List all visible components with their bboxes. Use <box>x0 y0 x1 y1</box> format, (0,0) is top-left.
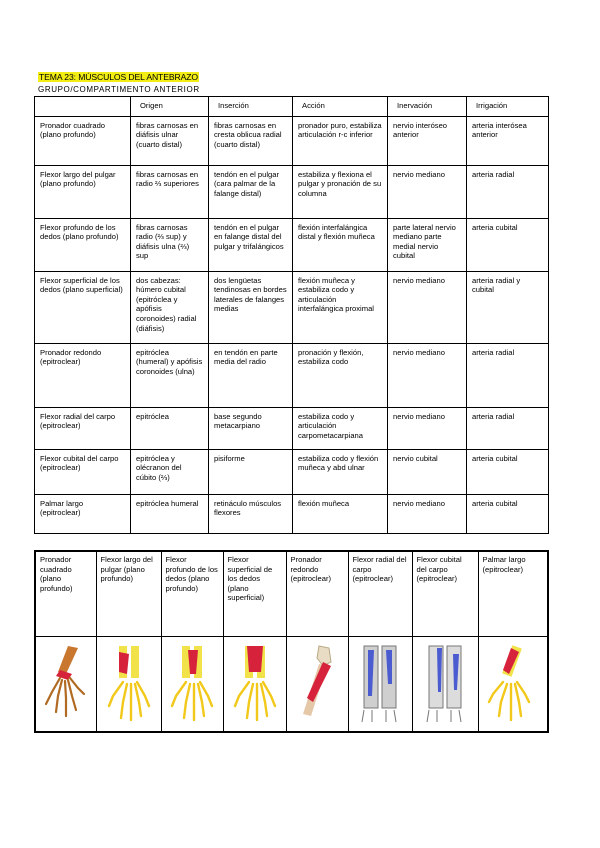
header-irrigacion: Irrigación <box>467 97 549 117</box>
figure-label: Flexor cubital del carpo (epitroclear) <box>412 551 478 637</box>
figure-cell <box>286 637 348 733</box>
table-row <box>35 343 549 407</box>
figure-cell <box>96 637 161 733</box>
figure-label: Flexor radial del carpo (epitroclear) <box>348 551 412 637</box>
header-inervacion: Inervación <box>388 97 467 117</box>
fdp-illustration <box>164 644 220 724</box>
table-row <box>35 218 549 271</box>
fpl-illustration <box>101 644 157 724</box>
cell-muscle: Pronador redondo (epitroclear) <box>35 343 131 407</box>
cell-origen: dos cabezas: húmero cubital (epitróclea y apófisis coronoides) radial (diáfisis) <box>131 271 209 343</box>
figure-image-row <box>35 637 548 733</box>
cell-accion: pronador puro, estabiliza articulación r-c inferior <box>293 116 388 165</box>
figure-label: Pronador cuadrado (plano profundo) <box>35 551 96 637</box>
cell-insercion: retináculo músculos flexores <box>209 494 293 533</box>
cell-accion: estabiliza y flexiona el pulgar y pronación de su columna <box>293 165 388 218</box>
figure-label-row <box>35 551 548 637</box>
cell-inervacion: nervio mediano <box>388 343 467 407</box>
cell-insercion: fibras carnosas en cresta oblicua radial (cuarto distal) <box>209 116 293 165</box>
cell-irrigacion: arteria interósea anterior <box>467 116 549 165</box>
table-row <box>35 271 549 343</box>
header-origen: Origen <box>131 97 209 117</box>
table-row <box>35 449 549 494</box>
pronator-quadratus-illustration <box>38 644 94 724</box>
cell-accion: estabiliza codo y flexión muñeca y abd ulnar <box>293 449 388 494</box>
section-subtitle: GRUPO/COMPARTIMENTO ANTERIOR <box>38 85 200 94</box>
figure-cell <box>412 637 478 733</box>
cell-muscle: Palmar largo (epitroclear) <box>35 494 131 533</box>
cell-insercion: tendón en el pulgar en falange distal del pulgar y trifalángicos <box>209 218 293 271</box>
cell-insercion: tendón en el pulgar (cara palmar de la falange distal) <box>209 165 293 218</box>
cell-origen: epitróclea (humeral) y apófisis coronoides (ulna) <box>131 343 209 407</box>
header-blank <box>35 97 131 117</box>
cell-origen: fibras carnosas en diáfisis ulnar (cuarto distal) <box>131 116 209 165</box>
cell-inervacion: nervio cubital <box>388 449 467 494</box>
cell-accion: flexión muñeca y estabiliza codo y articulación interfalángica proximal <box>293 271 388 343</box>
cell-muscle: Flexor superficial de los dedos (plano superficial) <box>35 271 131 343</box>
cell-insercion: pisiforme <box>209 449 293 494</box>
table-row <box>35 407 549 449</box>
cell-origen: fibras carnosas en radio ⅔ superiores <box>131 165 209 218</box>
cell-irrigacion: arteria radial <box>467 165 549 218</box>
cell-muscle: Flexor radial del carpo (epitroclear) <box>35 407 131 449</box>
cell-irrigacion: arteria cubital <box>467 449 549 494</box>
fcu-illustration <box>417 644 473 724</box>
cell-origen: fibras carnosas radio (⅔ sup) y diáfisis ulna (⅔) sup <box>131 218 209 271</box>
cell-origen: epitróclea humeral <box>131 494 209 533</box>
header-accion: Acción <box>293 97 388 117</box>
cell-insercion: en tendón en parte media del radio <box>209 343 293 407</box>
cell-origen: epitróclea y olécranon del cúbito (⅔) <box>131 449 209 494</box>
cell-accion: estabiliza codo y articulación carpometacarpiana <box>293 407 388 449</box>
cell-muscle: Flexor cubital del carpo (epitroclear) <box>35 449 131 494</box>
fds-illustration <box>227 644 283 724</box>
figure-cell <box>35 637 96 733</box>
page-title: TEMA 23: MÚSCULOS DEL ANTEBRAZO <box>39 72 198 82</box>
cell-inervacion: nervio mediano <box>388 271 467 343</box>
fcr-illustration <box>352 644 408 724</box>
figure-label: Flexor largo del pulgar (plano profundo) <box>96 551 161 637</box>
table-header-row <box>35 97 549 117</box>
figure-label: Palmar largo (epitroclear) <box>478 551 548 637</box>
cell-inervacion: nervio mediano <box>388 407 467 449</box>
cell-accion: pronación y flexión, estabiliza codo <box>293 343 388 407</box>
cell-irrigacion: arteria cubital <box>467 218 549 271</box>
cell-muscle: Flexor largo del pulgar (plano profundo) <box>35 165 131 218</box>
palmaris-longus-illustration <box>485 644 541 724</box>
cell-insercion: dos lengüetas tendinosas en bordes laterales de falanges medias <box>209 271 293 343</box>
figure-label: Flexor superficial de los dedos (plano superficial) <box>223 551 286 637</box>
cell-inervacion: nervio interóseo anterior <box>388 116 467 165</box>
pronator-teres-illustration <box>289 644 345 724</box>
figure-label: Flexor profundo de los dedos (plano profundo) <box>161 551 223 637</box>
cell-muscle: Flexor profundo de los dedos (plano profundo) <box>35 218 131 271</box>
figure-label: Pronador redondo (epitroclear) <box>286 551 348 637</box>
header-insercion: Inserción <box>209 97 293 117</box>
cell-irrigacion: arteria radial <box>467 407 549 449</box>
table-row <box>35 165 549 218</box>
cell-irrigacion: arteria radial y cubital <box>467 271 549 343</box>
figure-cell <box>223 637 286 733</box>
figure-cell <box>161 637 223 733</box>
figure-cell <box>478 637 548 733</box>
muscle-table <box>34 96 549 534</box>
cell-inervacion: nervio mediano <box>388 494 467 533</box>
illustration-table <box>34 550 549 733</box>
cell-irrigacion: arteria cubital <box>467 494 549 533</box>
cell-accion: flexión muñeca <box>293 494 388 533</box>
cell-accion: flexión interfalángica distal y flexión muñeca <box>293 218 388 271</box>
cell-muscle: Pronador cuadrado (plano profundo) <box>35 116 131 165</box>
cell-insercion: base segundo metacarpiano <box>209 407 293 449</box>
figure-cell <box>348 637 412 733</box>
cell-inervacion: parte lateral nervio mediano parte medial nervio cubital <box>388 218 467 271</box>
cell-irrigacion: arteria radial <box>467 343 549 407</box>
cell-origen: epitróclea <box>131 407 209 449</box>
table-row <box>35 494 549 533</box>
table-row <box>35 116 549 165</box>
cell-inervacion: nervio mediano <box>388 165 467 218</box>
